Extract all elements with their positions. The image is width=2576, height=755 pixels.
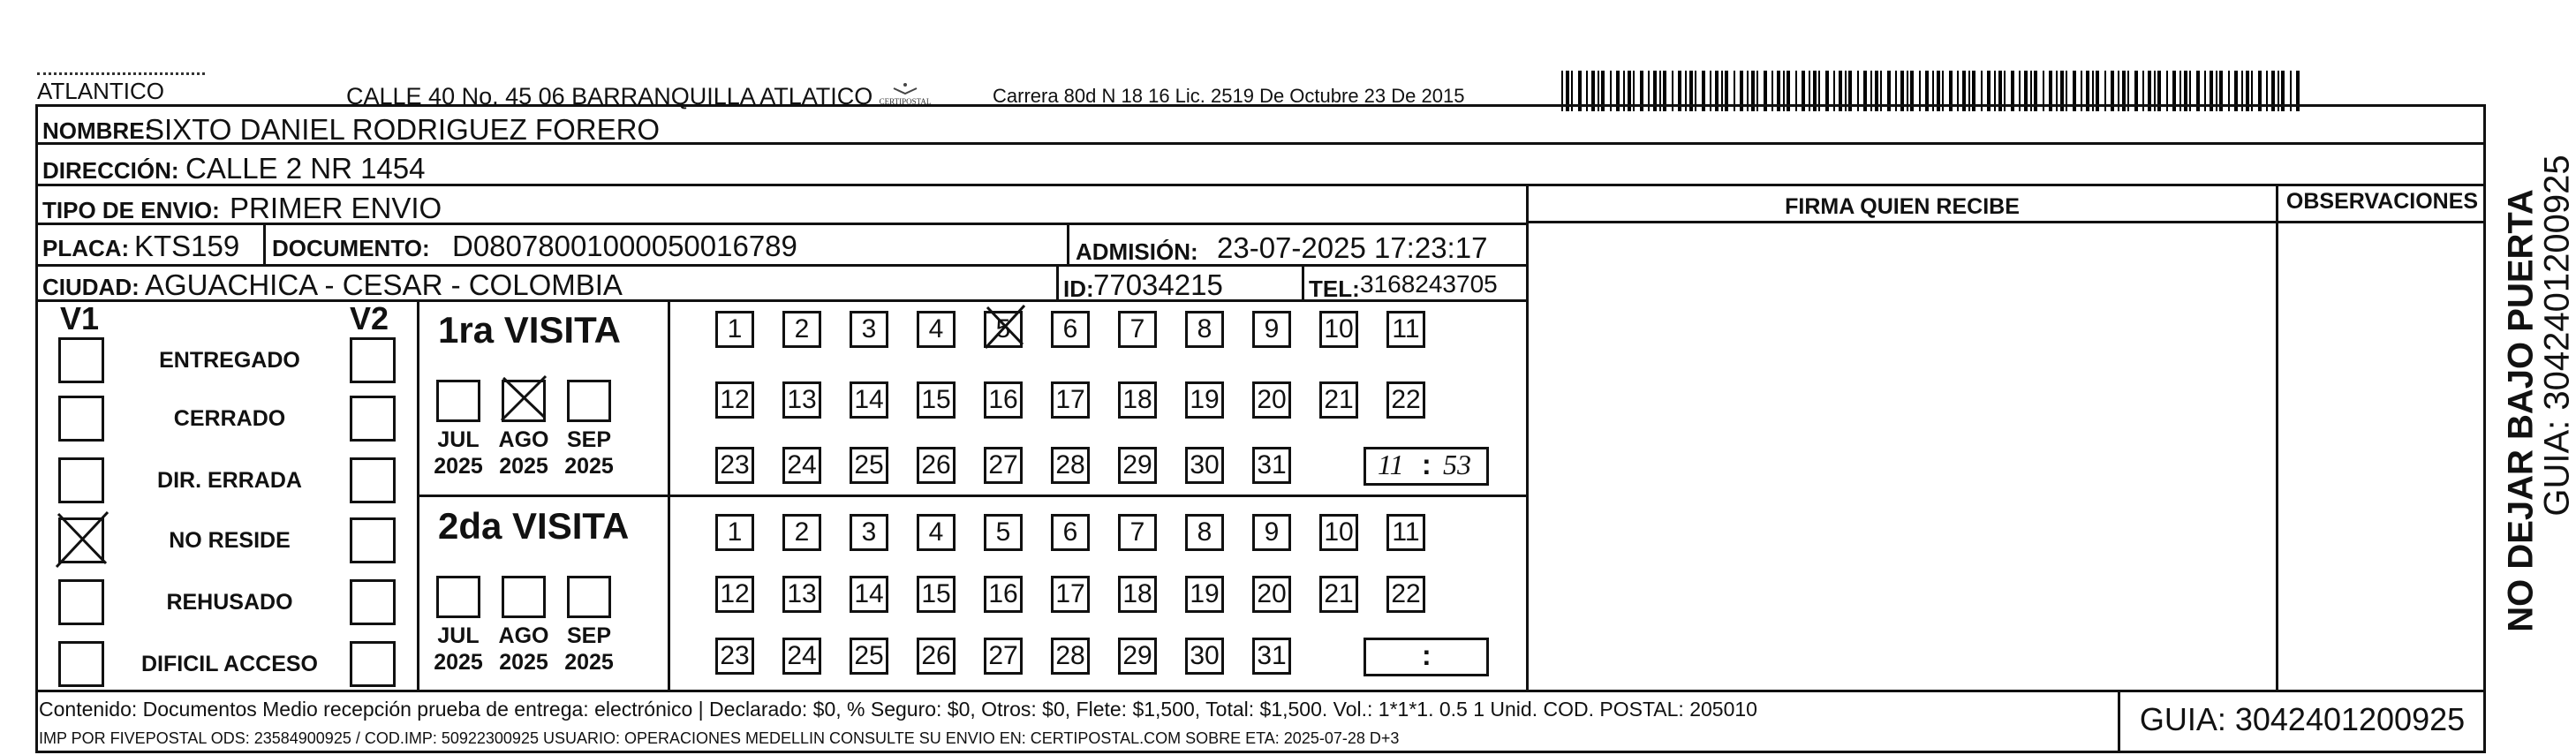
month-checkbox[interactable] bbox=[502, 576, 546, 618]
day-box[interactable]: 31 bbox=[1252, 447, 1291, 484]
day-box[interactable]: 6 bbox=[1051, 311, 1090, 348]
day-box[interactable]: 7 bbox=[1118, 311, 1157, 348]
year-label: 2025 bbox=[564, 454, 614, 479]
admission-divider bbox=[1067, 225, 1069, 267]
day-box[interactable]: 18 bbox=[1118, 381, 1157, 419]
doc-label: DOCUMENTO: bbox=[272, 235, 430, 261]
plate-divider bbox=[263, 225, 266, 267]
month-label: AGO bbox=[498, 623, 549, 648]
day-box[interactable]: 30 bbox=[1185, 447, 1224, 484]
footer-guia-divider bbox=[2118, 690, 2120, 753]
v1-checkbox[interactable] bbox=[58, 579, 104, 625]
license-address: Carrera 80d N 18 16 Lic. 2519 De Octubre 23 De 2015 bbox=[993, 85, 1465, 107]
day-box[interactable]: 9 bbox=[1252, 311, 1291, 348]
day-box[interactable]: 17 bbox=[1051, 576, 1090, 613]
day-box[interactable]: 26 bbox=[917, 447, 956, 484]
cut-header-overline bbox=[37, 72, 205, 79]
month-checkbox[interactable] bbox=[436, 380, 480, 422]
doc-value: D08078001000050016789 bbox=[452, 230, 797, 262]
day-box[interactable]: 25 bbox=[850, 447, 888, 484]
svg-text:CERTIPOSTAL: CERTIPOSTAL bbox=[879, 97, 932, 106]
day-box[interactable]: 13 bbox=[782, 576, 821, 613]
day-box[interactable]: 30 bbox=[1185, 638, 1224, 675]
day-box[interactable]: 19 bbox=[1185, 381, 1224, 419]
day-box[interactable]: 5 bbox=[984, 514, 1023, 551]
footer-imp: IMP POR FIVEPOSTAL ODS: 23584900925 / COD.IMP: 50922300925 USUARIO: OPERACIONES MEDELLIN CONSULTE SU ENVIO EN: CERTIPOSTAL.COM SOBRE ETA: 2025-07-28 D+3 bbox=[39, 729, 1400, 747]
day-box[interactable]: 23 bbox=[715, 447, 754, 484]
id-divider bbox=[1056, 267, 1059, 302]
month-label: JUL bbox=[437, 427, 480, 452]
month-check-mark bbox=[498, 373, 549, 424]
day-check-mark bbox=[982, 302, 1028, 351]
admission-label: ADMISIÓN: bbox=[1076, 238, 1198, 265]
day-box[interactable]: 23 bbox=[715, 638, 754, 675]
visit-divider-horizontal bbox=[417, 495, 1528, 497]
sender-address: CALLE 40 No. 45 06 BARRANQUILLA ATLATICO bbox=[346, 83, 873, 109]
v2-checkbox[interactable] bbox=[350, 641, 396, 687]
month-checkbox[interactable] bbox=[567, 576, 611, 618]
day-box[interactable]: 8 bbox=[1185, 514, 1224, 551]
day-box[interactable]: 15 bbox=[917, 576, 956, 613]
day-box[interactable]: 24 bbox=[782, 638, 821, 675]
day-box[interactable]: 21 bbox=[1319, 381, 1358, 419]
day-box[interactable]: 5 bbox=[984, 311, 1023, 348]
day-box[interactable]: 14 bbox=[850, 381, 888, 419]
tel-label: TEL: bbox=[1309, 276, 1360, 302]
footer-guia: GUIA: 3042401200925 bbox=[2139, 701, 2466, 737]
day-box[interactable]: 12 bbox=[715, 381, 754, 419]
side-no-dejar-text: NO DEJAR BAJO PUERTA bbox=[2501, 189, 2541, 632]
status-option-label: ENTREGADO bbox=[159, 348, 300, 373]
visit2-title: 2da VISITA bbox=[438, 505, 630, 547]
v1-checkbox[interactable] bbox=[58, 396, 104, 442]
day-box[interactable]: 27 bbox=[984, 447, 1023, 484]
v2-checkbox[interactable] bbox=[350, 517, 396, 563]
day-box[interactable]: 10 bbox=[1319, 311, 1358, 348]
day-box[interactable]: 20 bbox=[1252, 576, 1291, 613]
tel-divider bbox=[1302, 267, 1304, 302]
day-box[interactable]: 3 bbox=[850, 514, 888, 551]
month-label: JUL bbox=[437, 623, 480, 648]
day-box[interactable]: 25 bbox=[850, 638, 888, 675]
time-minute: 53 bbox=[1443, 449, 1471, 480]
id-value: 77034215 bbox=[1093, 268, 1223, 301]
year-label: 2025 bbox=[564, 650, 614, 675]
time-separator: : bbox=[1422, 639, 1432, 671]
year-label: 2025 bbox=[434, 650, 483, 675]
id-label: ID: bbox=[1063, 276, 1094, 302]
year-label: 2025 bbox=[499, 650, 548, 675]
day-box[interactable]: 8 bbox=[1185, 311, 1224, 348]
v1-checkbox[interactable] bbox=[58, 337, 104, 383]
address-label: DIRECCIÓN: bbox=[42, 157, 179, 184]
day-box[interactable]: 29 bbox=[1118, 638, 1157, 675]
day-box[interactable]: 22 bbox=[1386, 576, 1425, 613]
v2-checkbox[interactable] bbox=[350, 579, 396, 625]
day-box[interactable]: 2 bbox=[782, 514, 821, 551]
year-label: 2025 bbox=[499, 454, 548, 479]
city-label: CIUDAD: bbox=[42, 274, 140, 300]
day-box[interactable]: 10 bbox=[1319, 514, 1358, 551]
signature-header-line bbox=[1526, 221, 2486, 223]
day-box[interactable]: 1 bbox=[715, 514, 754, 551]
v2-label: V2 bbox=[350, 300, 389, 336]
address-value: CALLE 2 NR 1454 bbox=[185, 152, 426, 185]
month-label: SEP bbox=[566, 623, 612, 648]
v1-check-mark bbox=[53, 509, 111, 570]
day-box[interactable]: 31 bbox=[1252, 638, 1291, 675]
day-box[interactable]: 12 bbox=[715, 576, 754, 613]
observaciones-label: OBSERVACIONES bbox=[2285, 189, 2479, 214]
day-box[interactable]: 18 bbox=[1118, 576, 1157, 613]
city-value: AGUACHICA - CESAR - COLOMBIA bbox=[145, 268, 623, 301]
day-box[interactable]: 28 bbox=[1051, 447, 1090, 484]
v1-label: V1 bbox=[60, 300, 100, 336]
signature-area bbox=[1526, 186, 2278, 690]
status-option-label: CERRADO bbox=[173, 406, 286, 431]
day-box[interactable]: 14 bbox=[850, 576, 888, 613]
day-box[interactable]: 29 bbox=[1118, 447, 1157, 484]
day-box[interactable]: 16 bbox=[984, 381, 1023, 419]
status-option-label: DIFICIL ACCESO bbox=[140, 652, 318, 676]
day-box[interactable]: 15 bbox=[917, 381, 956, 419]
v1-checkbox[interactable] bbox=[58, 641, 104, 687]
day-box[interactable]: 22 bbox=[1386, 381, 1425, 419]
v2-checkbox[interactable] bbox=[350, 396, 396, 442]
day-box[interactable]: 11 bbox=[1386, 311, 1425, 348]
type-label: TIPO DE ENVIO: bbox=[42, 197, 220, 223]
v2-checkbox[interactable] bbox=[350, 337, 396, 383]
cut-header-text: ATLANTICO bbox=[37, 78, 164, 104]
month-label: SEP bbox=[566, 427, 612, 452]
day-box[interactable]: 4 bbox=[917, 514, 956, 551]
month-label: AGO bbox=[498, 427, 549, 452]
type-value: PRIMER ENVIO bbox=[230, 192, 442, 224]
side-guia-text: GUIA: 3042401200925 bbox=[2537, 155, 2576, 517]
status-option-label: DIR. ERRADA bbox=[157, 468, 302, 493]
v1-checkbox[interactable] bbox=[58, 457, 104, 503]
status-option-label: NO RESIDE bbox=[169, 528, 291, 553]
visit1-title: 1ra VISITA bbox=[438, 309, 621, 351]
year-label: 2025 bbox=[434, 454, 483, 479]
status-option-label: REHUSADO bbox=[166, 590, 293, 615]
day-box[interactable]: 7 bbox=[1118, 514, 1157, 551]
plate-value: KTS159 bbox=[134, 230, 240, 262]
time-hour: 11 bbox=[1378, 449, 1404, 480]
tel-value: 3168243705 bbox=[1360, 270, 1498, 298]
day-box[interactable]: 13 bbox=[782, 381, 821, 419]
month-checkbox[interactable] bbox=[567, 380, 611, 422]
day-box[interactable]: 6 bbox=[1051, 514, 1090, 551]
day-box[interactable]: 26 bbox=[917, 638, 956, 675]
day-box[interactable]: 20 bbox=[1252, 381, 1291, 419]
day-box[interactable]: 17 bbox=[1051, 381, 1090, 419]
day-box[interactable]: 21 bbox=[1319, 576, 1358, 613]
v2-checkbox[interactable] bbox=[350, 457, 396, 503]
day-box[interactable]: 24 bbox=[782, 447, 821, 484]
day-box[interactable]: 4 bbox=[917, 311, 956, 348]
day-box[interactable]: 2 bbox=[782, 311, 821, 348]
visit-month-divider bbox=[668, 302, 670, 690]
day-box[interactable]: 19 bbox=[1185, 576, 1224, 613]
day-box[interactable]: 3 bbox=[850, 311, 888, 348]
firma-label: FIRMA QUIEN RECIBE bbox=[1785, 194, 2020, 219]
day-box[interactable]: 11 bbox=[1386, 514, 1425, 551]
month-checkbox[interactable] bbox=[436, 576, 480, 618]
day-box[interactable]: 1 bbox=[715, 311, 754, 348]
plate-label: PLACA: bbox=[42, 235, 130, 261]
footer-contenido: Contenido: Documentos Medio recepción prueba de entrega: electrónico | Declarado: $0, % Seguro: $0, Otros: $0, Flete: $1,500, Total: $1,500. Vol.: 1*1*1. 0.5 1 Unid. COD. POSTAL: 205010 bbox=[39, 698, 1757, 721]
day-box[interactable]: 16 bbox=[984, 576, 1023, 613]
day-box[interactable]: 9 bbox=[1252, 514, 1291, 551]
name-label: NOMBRE: bbox=[42, 117, 153, 144]
admission-value: 23-07-2025 17:23:17 bbox=[1217, 231, 1488, 264]
day-box[interactable]: 27 bbox=[984, 638, 1023, 675]
time-separator: : bbox=[1422, 449, 1432, 480]
name-value: SIXTO DANIEL RODRIGUEZ FORERO bbox=[145, 113, 661, 146]
day-box[interactable]: 28 bbox=[1051, 638, 1090, 675]
